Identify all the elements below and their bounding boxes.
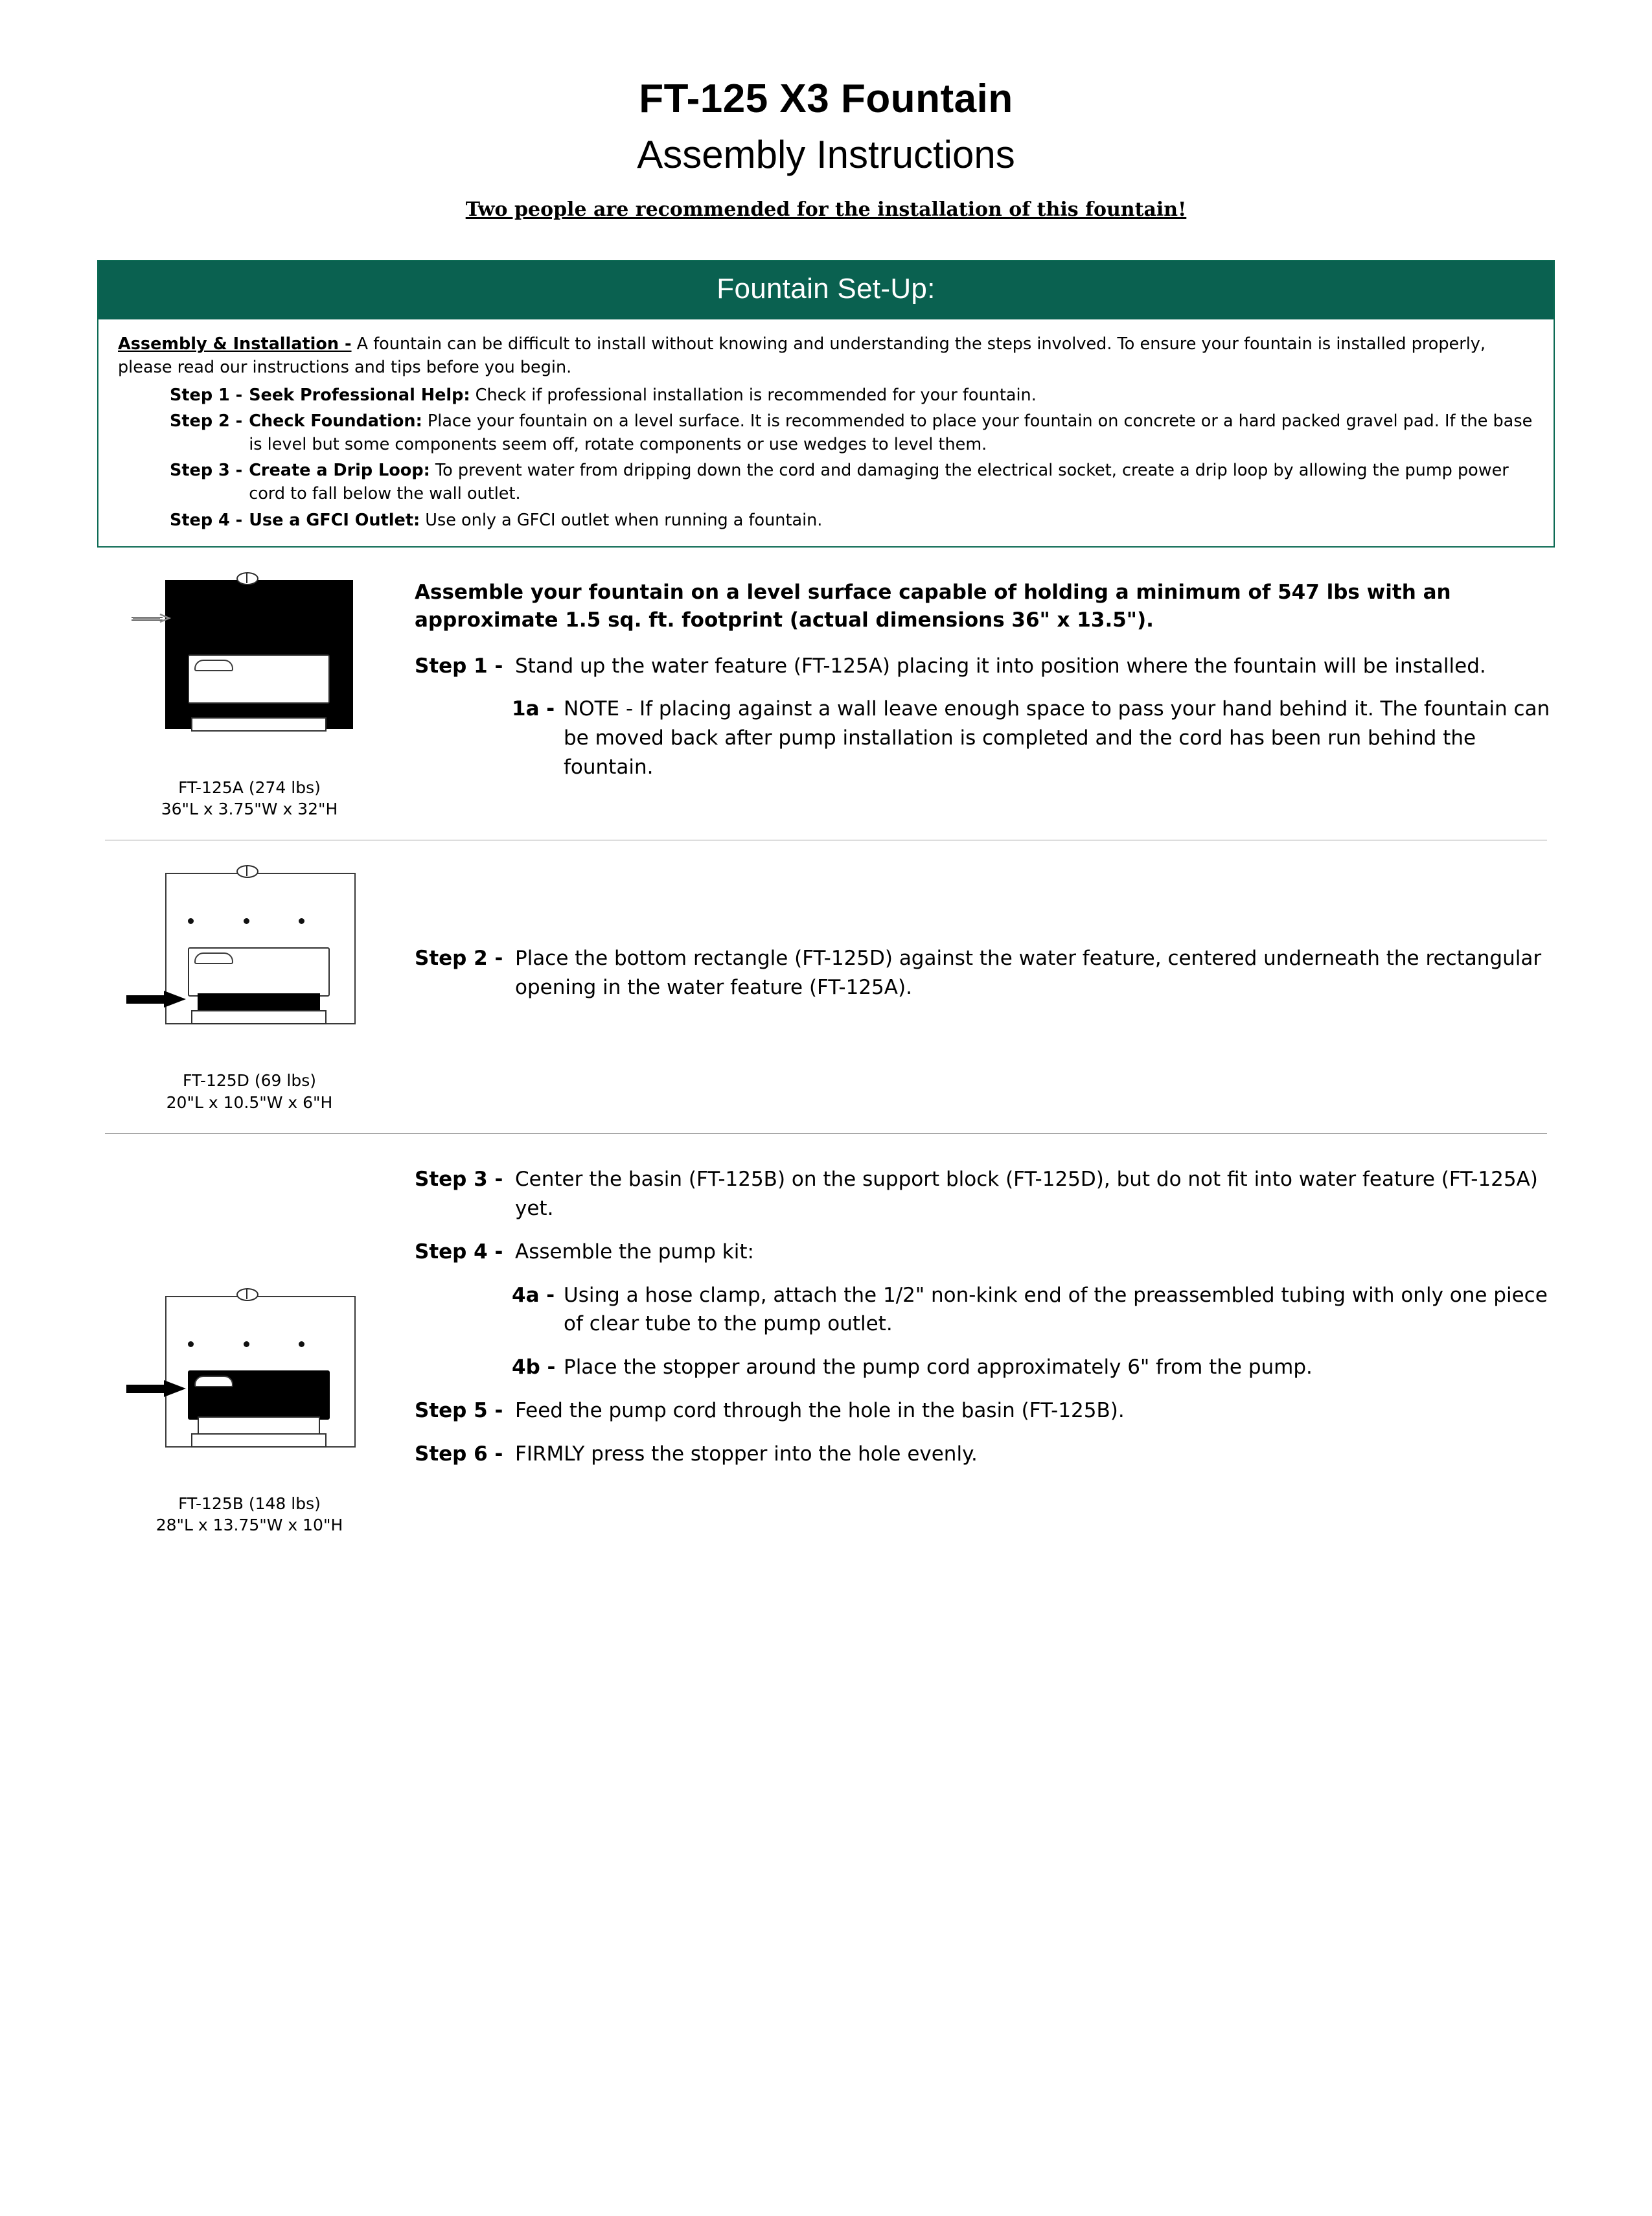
setup-step-label: Step 1 - <box>170 385 243 405</box>
substep-label: 4a - <box>512 1283 555 1307</box>
step-text: FIRMLY press the stopper into the hole evenly. <box>515 1442 978 1466</box>
step-item <box>415 1440 1555 1469</box>
substep-text: Place the stopper around the pump cord approximately 6" from the pump. <box>564 1356 1313 1379</box>
step-text: Stand up the water feature (FT-125A) placing it into position where the fountain will be installed. <box>515 654 1486 678</box>
setup-step-item <box>118 384 1534 407</box>
fountain-setup-body <box>98 319 1554 546</box>
step-item <box>415 944 1555 1002</box>
figure-caption-a-line2: 36"L x 3.75"W x 32"H <box>161 800 338 819</box>
figure-caption-a-line1: FT-125A (274 lbs) <box>178 778 321 797</box>
instructions-column-3 <box>402 1160 1555 1484</box>
basin-lip-shape <box>194 1376 233 1387</box>
instructions-column-2 <box>402 866 1555 1017</box>
step-text: Place the bottom rectangle (FT-125D) against the water feature, centered underneath the rectangular opening in the water feature (FT-125A). <box>515 947 1542 1000</box>
setup-step-body <box>249 509 1534 532</box>
setup-step-label: Step 2 - <box>170 411 243 431</box>
step-label: Step 3 - <box>415 1167 503 1191</box>
base-shape <box>191 1433 327 1448</box>
substep-item <box>415 1281 1555 1339</box>
basin-lip-shape <box>194 952 233 964</box>
figure-caption-b <box>97 1493 402 1537</box>
setup-step-title: Check Foundation: <box>249 411 422 431</box>
page-title: FT-125 X3 Fountain <box>639 76 1013 121</box>
setup-step-title: Use a GFCI Outlet: <box>249 510 420 530</box>
substep-label: 4b - <box>512 1356 556 1379</box>
setup-step-item <box>118 459 1534 505</box>
base-shape <box>191 717 327 732</box>
setup-step-text: To prevent water from dripping down the cord and damaging the electrical socket, create a drip loop by allowing the pump power cord to fall below the wall outlet. <box>249 461 1509 504</box>
valve-knob-icon <box>236 572 258 585</box>
setup-step-title: Seek Professional Help: <box>249 385 470 405</box>
setup-step-label: Step 4 - <box>170 510 243 530</box>
step-label: Step 4 - <box>415 1240 503 1264</box>
substep-item <box>415 695 1555 782</box>
instructions-column-1 <box>402 573 1555 797</box>
assembly-installation-paragraph <box>118 332 1534 379</box>
assembly-section-3 <box>97 1134 1555 1537</box>
page-subtitle: Assembly Instructions <box>637 133 1015 177</box>
setup-step-text: Use only a GFCI outlet when running a fountain. <box>420 510 823 530</box>
callout-arrow-icon <box>132 614 177 623</box>
assembly-installation-text: A fountain can be difficult to install without knowing and understanding the steps involved. To ensure your fountain is installed properly, please read our instructions and tips before you begin. <box>118 334 1486 378</box>
figure-ft-125d <box>97 866 402 1114</box>
figure-ft-125a <box>97 573 402 821</box>
step-label: Step 2 - <box>415 947 503 971</box>
figure-caption-d <box>97 1070 402 1114</box>
setup-step-body <box>249 459 1534 505</box>
fountain-diagram-b <box>126 1289 373 1484</box>
step-text: Assemble the pump kit: <box>515 1240 754 1264</box>
figure-caption-d-line2: 20"L x 10.5"W x 6"H <box>166 1092 333 1112</box>
substep-text: NOTE - If placing against a wall leave enough space to pass your hand behind it. The fountain can be moved back after pump installation is completed and the cord has been run behind the fountain. <box>564 697 1550 779</box>
figure-ft-125b <box>97 1160 402 1537</box>
basin-shape <box>188 947 330 997</box>
step-item <box>415 1238 1555 1267</box>
substep-text: Using a hose clamp, attach the 1/2" non-kink end of the preassembled tubing with only one piece of clear tube to the pump outlet. <box>564 1283 1548 1336</box>
document-page <box>0 78 1652 2216</box>
fountain-diagram-a <box>126 573 373 768</box>
figure-caption-d-line1: FT-125D (69 lbs) <box>183 1071 316 1091</box>
valve-knob-icon <box>236 1288 258 1301</box>
setup-step-title: Create a Drip Loop: <box>249 461 430 481</box>
figure-caption-b-line2: 28"L x 13.75"W x 10"H <box>155 1516 343 1535</box>
installation-note-text: Two people are recommended for the installation of this fountain! <box>465 198 1187 222</box>
pointer-arrow-icon <box>126 991 186 1008</box>
assembly-installation-label: Assembly & Installation - <box>118 334 352 354</box>
step-item <box>415 1396 1555 1425</box>
step-label: Step 5 - <box>415 1399 503 1423</box>
setup-step-item <box>118 509 1534 532</box>
basin-shape <box>188 1370 330 1420</box>
base-shape <box>191 1010 327 1024</box>
step-item <box>415 1165 1555 1223</box>
substep-label: 1a - <box>512 697 555 721</box>
figure-caption-b-line1: FT-125B (148 lbs) <box>178 1494 321 1513</box>
setup-step-list <box>118 384 1534 532</box>
fountain-setup-heading: Fountain Set-Up: <box>98 261 1554 319</box>
fountain-diagram-d <box>126 866 373 1061</box>
pointer-arrow-icon <box>126 1380 186 1397</box>
setup-step-body <box>249 384 1534 407</box>
assembly-section-2 <box>97 840 1555 1114</box>
substep-item <box>415 1353 1555 1382</box>
assembly-lead-text: Assemble your fountain on a level surface capable of holding a minimum of 547 lbs with an approximate 1.5 sq. ft. footprint (actual dimensions 36" x 13.5"). <box>415 580 1451 632</box>
step-text: Feed the pump cord through the hole in the basin (FT-125B). <box>515 1399 1125 1423</box>
assembly-section-1 <box>97 548 1555 821</box>
installation-note <box>97 198 1555 221</box>
setup-step-body <box>249 410 1534 456</box>
feature-dots <box>188 918 304 924</box>
basin-shape <box>188 654 330 704</box>
setup-step-item <box>118 410 1534 456</box>
setup-step-text: Check if professional installation is recommended for your fountain. <box>470 385 1037 405</box>
fountain-setup-box <box>97 260 1555 548</box>
setup-step-label: Step 3 - <box>170 461 243 481</box>
feature-dots <box>188 1341 304 1347</box>
figure-caption-a <box>97 777 402 821</box>
step-label: Step 6 - <box>415 1442 503 1466</box>
basin-lip-shape <box>194 660 233 671</box>
step-item <box>415 652 1555 681</box>
step-label: Step 1 - <box>415 654 503 678</box>
step-text: Center the basin (FT-125B) on the support block (FT-125D), but do not fit into water feature (FT-125A) yet. <box>515 1167 1538 1220</box>
setup-step-text: Place your fountain on a level surface. It is recommended to place your fountain on concrete or a hard packed gravel pad. If the base is level but some components seem off, rotate components or use wedges to level them. <box>249 411 1533 454</box>
